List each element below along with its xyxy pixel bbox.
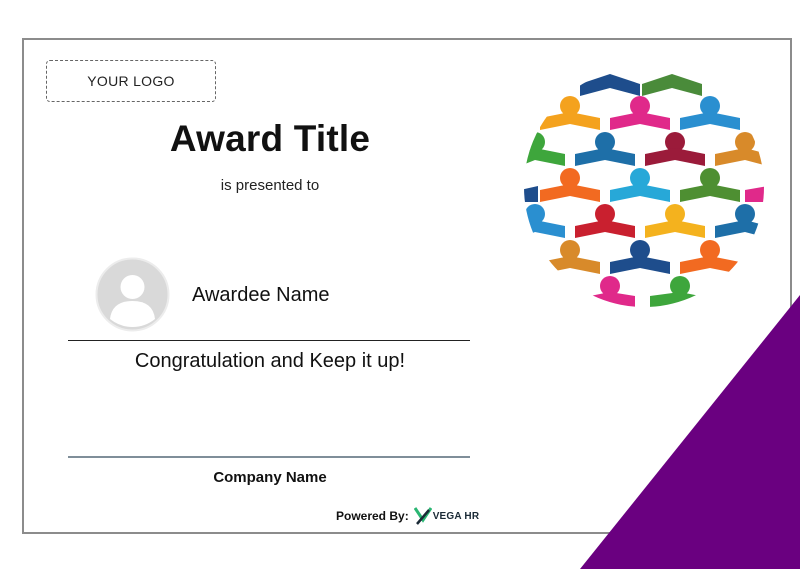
presented-to-text: is presented to [220, 177, 320, 194]
user-avatar-icon [95, 257, 170, 332]
vega-hr-brand[interactable] [414, 507, 480, 525]
signature-line [68, 456, 470, 458]
purple-corner-triangle [580, 295, 800, 569]
logo-placeholder-text: YOUR LOGO [87, 73, 175, 89]
powered-by-label: Powered By: [336, 509, 409, 523]
powered-by [336, 505, 479, 527]
awardee-name: Awardee Name [192, 284, 330, 306]
company-name: Company Name [213, 469, 327, 486]
name-divider-line [68, 340, 470, 341]
logo-placeholder[interactable] [46, 60, 216, 102]
award-title: Award Title [169, 118, 371, 159]
people-circle-icon [520, 66, 768, 308]
congratulation-message: Congratulation and Keep it up! [134, 350, 406, 372]
vega-hr-logo-icon [414, 507, 432, 525]
vega-hr-brand-text: VEGA HR [432, 510, 480, 522]
